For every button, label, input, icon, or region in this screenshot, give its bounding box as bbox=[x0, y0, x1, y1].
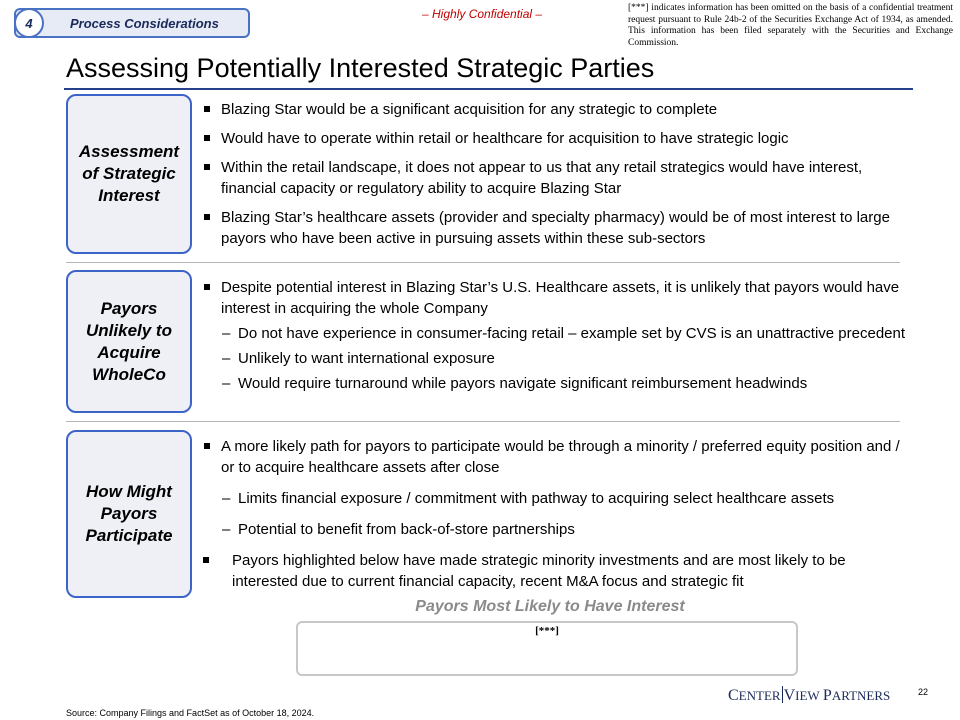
centerview-logo: CENTER VIEW PARTNERS bbox=[728, 687, 891, 704]
label-assessment-text: Assessment of Strategic Interest bbox=[78, 142, 180, 205]
section-payors-unlikely-content bbox=[200, 277, 906, 394]
sub-bullet: – Potential to benefit from back-of-store partnerships bbox=[222, 521, 575, 538]
section-number: 4 bbox=[14, 8, 44, 38]
title-rule bbox=[64, 88, 913, 90]
section-divider bbox=[66, 421, 900, 422]
section-divider bbox=[66, 262, 900, 263]
payors-box bbox=[296, 621, 798, 676]
label-assessment bbox=[66, 94, 192, 254]
bullet: Would have to operate within retail or healthcare for acquisition to have strategic logic bbox=[200, 128, 906, 149]
bullet: Despite potential interest in Blazing Star’s U.S. Healthcare assets, it is unlikely that payors would have interest in acquiring the whole Company bbox=[200, 277, 906, 319]
page-title: Assessing Potentially Interested Strategic Parties bbox=[66, 53, 655, 83]
bullet: Payors highlighted below have made strategic minority investments and are most likely to be interested due to current financial capacity, recent M&A focus and strategic fit bbox=[200, 550, 906, 592]
label-payors-unlikely bbox=[66, 270, 192, 413]
sub-bullet: – Unlikely to want international exposure bbox=[222, 350, 495, 367]
label-how-might-payors bbox=[66, 430, 192, 598]
page-number: 22 bbox=[918, 687, 929, 697]
section-label: Process Considerations bbox=[70, 16, 219, 31]
bullet: Blazing Star would be a significant acquisition for any strategic to complete bbox=[200, 99, 906, 120]
payors-heading: Payors Most Likely to Have Interest bbox=[415, 598, 685, 615]
bullet: Within the retail landscape, it does not appear to us that any retail strategics would have interest, financial capacity or regulatory ability to acquire Blazing Star bbox=[200, 157, 906, 199]
sub-bullet: – Would require turnaround while payors navigate significant reimbursement headwinds bbox=[222, 375, 808, 392]
label-payors-unlikely-text: Payors Unlikely to Acquire WholeCo bbox=[86, 298, 172, 384]
section-tab bbox=[14, 8, 250, 38]
sub-bullet: – Do not have experience in consumer-facing retail – example set by CVS is an unattractive precedent bbox=[222, 325, 906, 342]
section-assessment-content bbox=[200, 99, 906, 257]
section-participate-content bbox=[200, 436, 906, 600]
bullet: Blazing Star’s healthcare assets (provider and specialty pharmacy) would be of most interest to large payors who have been active in pursuing assets within these sub-sectors bbox=[200, 207, 906, 249]
label-how-might-payors-text: How Might Payors Participate bbox=[85, 482, 173, 545]
bullet: A more likely path for payors to participate would be through a minority / preferred equity position and / or to acquire healthcare assets after close bbox=[200, 436, 906, 478]
confidential-label: – Highly Confidential – bbox=[422, 7, 543, 21]
sub-bullet: – Limits financial exposure / commitment with pathway to acquiring select healthcare assets bbox=[222, 490, 835, 507]
disclaimer-text: [***] indicates information has been omitted on the basis of a confidential treatment request pursuant to Rule 24b-2 of the Securities Exchange Act of 1934, as amended. This information has been filed separately with the Securities and Exchange Commission. bbox=[628, 3, 953, 48]
redacted-marker: [***] bbox=[535, 625, 559, 637]
source-note: Source: Company Filings and FactSet as of October 18, 2024. bbox=[66, 708, 315, 718]
